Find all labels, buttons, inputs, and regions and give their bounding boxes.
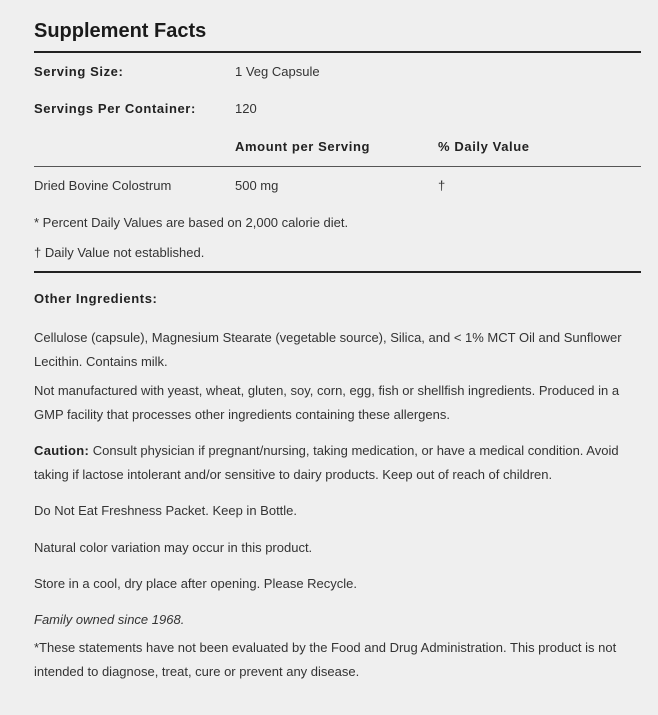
title-divider xyxy=(34,51,641,53)
ingredient-name: Dried Bovine Colostrum xyxy=(34,178,172,193)
storage-note: Store in a cool, dry place after opening. Please Recycle. xyxy=(34,576,358,591)
servings-per-container-label: Servings Per Container: xyxy=(34,101,196,116)
daily-value-header: % Daily Value xyxy=(438,139,530,154)
facts-bottom-divider xyxy=(34,271,641,273)
servings-per-container-value: 120 xyxy=(235,101,257,116)
serving-size-value: 1 Veg Capsule xyxy=(235,64,320,79)
freshness-packet-note: Do Not Eat Freshness Packet. Keep in Bottle. xyxy=(34,503,298,518)
other-ingredients-text: Cellulose (capsule), Magnesium Stearate (vegetable source), Silica, and < 1% MCT Oil and Sunflower Lecithin. Contains milk. xyxy=(34,330,622,369)
footnote-percent-dv: * Percent Daily Values are based on 2,000 calorie diet. xyxy=(34,215,349,230)
fda-disclaimer: *These statements have not been evaluated by the Food and Drug Administration. This product is not intended to diagnose, treat, cure or prevent any disease. xyxy=(34,640,617,679)
other-ingredients-heading: Other Ingredients: xyxy=(34,291,158,306)
caution-text: Consult physician if pregnant/nursing, taking medication, or have a medical condition. Avoid taking if lactose intolerant and/or sensitive to dairy products. Keep out of reach of children. xyxy=(34,443,619,482)
caution-paragraph xyxy=(34,439,641,487)
serving-size-label: Serving Size: xyxy=(34,64,124,79)
color-variation-note: Natural color variation may occur in this product. xyxy=(34,540,313,555)
ingredient-amount: 500 mg xyxy=(235,178,279,193)
ingredient-daily-value: † xyxy=(438,178,446,193)
footnote-dv-not-established: † Daily Value not established. xyxy=(34,245,205,260)
allergen-note: Not manufactured with yeast, wheat, gluten, soy, corn, egg, fish or shellfish ingredients. Produced in a GMP facility that processes other ingredients containing these allergens. xyxy=(34,383,620,422)
caution-label: Caution: xyxy=(34,443,90,458)
table-header-divider xyxy=(34,166,641,167)
panel-title: Supplement Facts xyxy=(34,20,207,42)
amount-per-serving-header: Amount per Serving xyxy=(235,139,371,154)
family-owned-note: Family owned since 1968. xyxy=(34,612,185,627)
